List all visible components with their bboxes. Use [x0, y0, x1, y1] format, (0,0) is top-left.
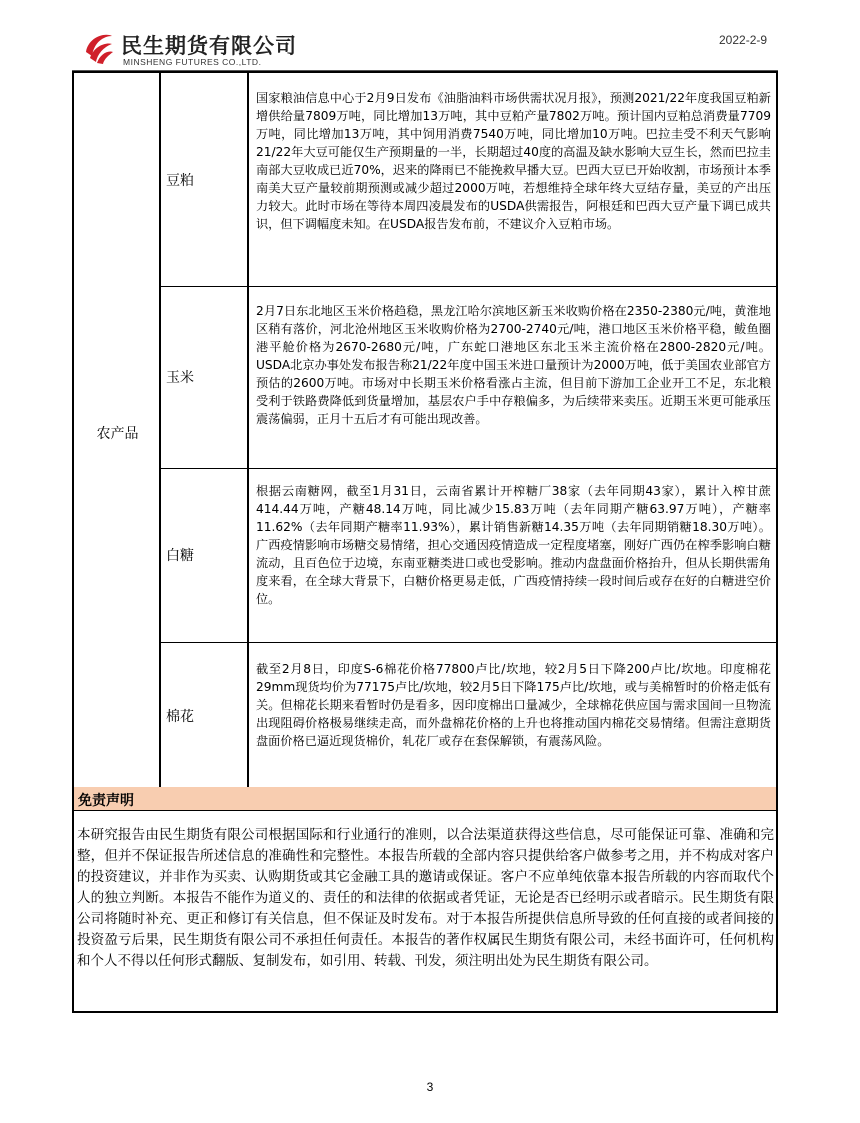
row-content: 2月7日东北地区玉米价格趋稳，黑龙江哈尔滨地区新玉米收购价格在2350-2380元/吨，黄淮地区稍有落价，河北沧州地区玉米收购价格为2700-2740元/吨，港口地区玉米价格平稳，鲅鱼圈港平舱价格为2670-2680元/吨，广东蛇口港地区东北玉米主流价格在2800-2820元/吨。USDA北京办事处发布报告称21/22年度中国玉米进口量预计为2000万吨，低于美国农业部官方预估的2600万吨。市场对中长期玉米价格看涨占主流，但目前下游加工企业开工不足，东北粮受利于铁路费降低到货量增加，基层农户手中存粮偏多，为后续带来卖压。近期玉米更可能承压震荡偏弱，正月十五后才有可能出现改善。	[256, 304, 771, 426]
row-name: 玉米	[166, 370, 194, 386]
report-date: 2022-2-9	[719, 33, 768, 47]
disclaimer-body: 本研究报告由民生期货有限公司根据国际和行业通行的准则，以合法渠道获得这些信息，尽可能保证可靠、准确和完整，但并不保证报告所述信息的准确性和完整性。本报告所载的全部内容只提供给客户做参考之用，并不构成对客户的投资建议，并非作为买卖、认购期货或其它金融工具的邀请或保证。客户不应单纯依靠本报告所载的内容而取代个人的独立判断。本报告不能作为道义的、责任的和法律的依据或者凭证，无论是否已经明示或者暗示。民生期货有限公司将随时补充、更正和修订有关信息，但不保证及时发布。对于本报告所提供信息所导致的任何直接的或者间接的投资盈亏后果，民生期货有限公司不承担任何责任。本报告的著作权属民生期货有限公司，未经书面许可，任何机构和个人不得以任何形式翻版、复制发布，如引用、转载、刊发，须注明出处为民生期货有限公司。	[77, 827, 774, 969]
brand-name-en: MINSHENG FUTURES CO.,LTD.	[123, 57, 262, 67]
brand-name-cn: 民生期货有限公司	[121, 34, 297, 58]
row-name: 棉花	[166, 709, 194, 725]
row-content: 根据云南糖网，截至1月31日，云南省累计开榨糖厂38家（去年同期43家），累计入榨甘蔗414.44万吨，产糖48.14万吨，同比减少15.83万吨（去年同期产糖63.97万吨），产糖率11.62%（去年同期产糖率11.93%），累计销售新糖14.35万吨（去年同期销糖18.30万吨）。广西疫情影响市场糖交易情绪，担心交通因疫情造成一定程度堵塞，刚好广西仍在榨季影响白糖流动，且百色位于边境，东南亚糖类进口或也受影响。推动内盘盘面价格抬升，但从长期供需角度来看，在全球大背景下，白糖价格更易走低，广西疫情持续一段时间后或存在好的白糖进空价位。	[256, 484, 771, 606]
row-content: 截至2月8日，印度S-6棉花价格77800卢比/坎地，较2月5日下降200卢比/坎地。印度棉花29mm现货均价为77175卢比/坎地，较2月5日下降175卢比/坎地，或与美棉暂时的价格走低有关。但棉花长期来看暂时仍是看多，因印度棉出口量减少，全球棉花供应国与需求国间一旦物流出现阻碍价格极易继续走高，而外盘棉花价格的上升也将推动国内棉花交易情绪。但需注意期货盘面价格已逼近现货棉价，轧花厂或存在套保解锁，有震荡风险。	[256, 662, 772, 748]
row-name: 白糖	[166, 548, 194, 564]
table-row-corn	[161, 287, 776, 469]
category-cell	[74, 73, 161, 787]
content-table	[72, 71, 778, 1013]
row-name-cell	[161, 73, 249, 286]
table-row-cotton	[161, 643, 776, 787]
page-header	[0, 0, 860, 75]
company-logo-icon	[84, 30, 114, 64]
row-name: 豆粕	[166, 173, 194, 189]
disclaimer-title: 免责声明	[78, 793, 134, 809]
row-name-cell	[161, 287, 249, 468]
row-content: 国家粮油信息中心于2月9日发布《油脂油料市场供需状况月报》，预测2021/22年度我国豆粕新增供给量7809万吨，同比增加13万吨，其中豆粕产量7802万吨。预计国内豆粕总消费量7709万吨，同比增加13万吨，其中饲用消费7540万吨，同比增加10万吨。巴拉圭受不利天气影响21/22年大豆可能仅生产预期量的一半，长期超过40度的高温及缺水影响大豆生长，然而巴拉圭南部大豆收成已近70%，迟来的降雨已不能挽救早播大豆。巴西大豆已开始收割，市场预计本季南美大豆产量较前期预测或减少超过2000万吨，若想维持全球年终大豆结存量，美豆的产出压力较大。此时市场在等待本周四凌晨发布的USDA供需报告，阿根廷和巴西大豆产量下调已成共识，但下调幅度未知。在USDA报告发布前，不建议介入豆粕市场。	[256, 91, 771, 231]
disclaimer-header	[74, 787, 776, 811]
category-label: 农产品	[96, 426, 139, 442]
row-name-cell	[161, 643, 249, 787]
row-name-cell	[161, 469, 249, 642]
table-row-soymeal	[161, 73, 776, 287]
table-row-sugar	[161, 469, 776, 643]
page-number: 3	[426, 1080, 434, 1094]
